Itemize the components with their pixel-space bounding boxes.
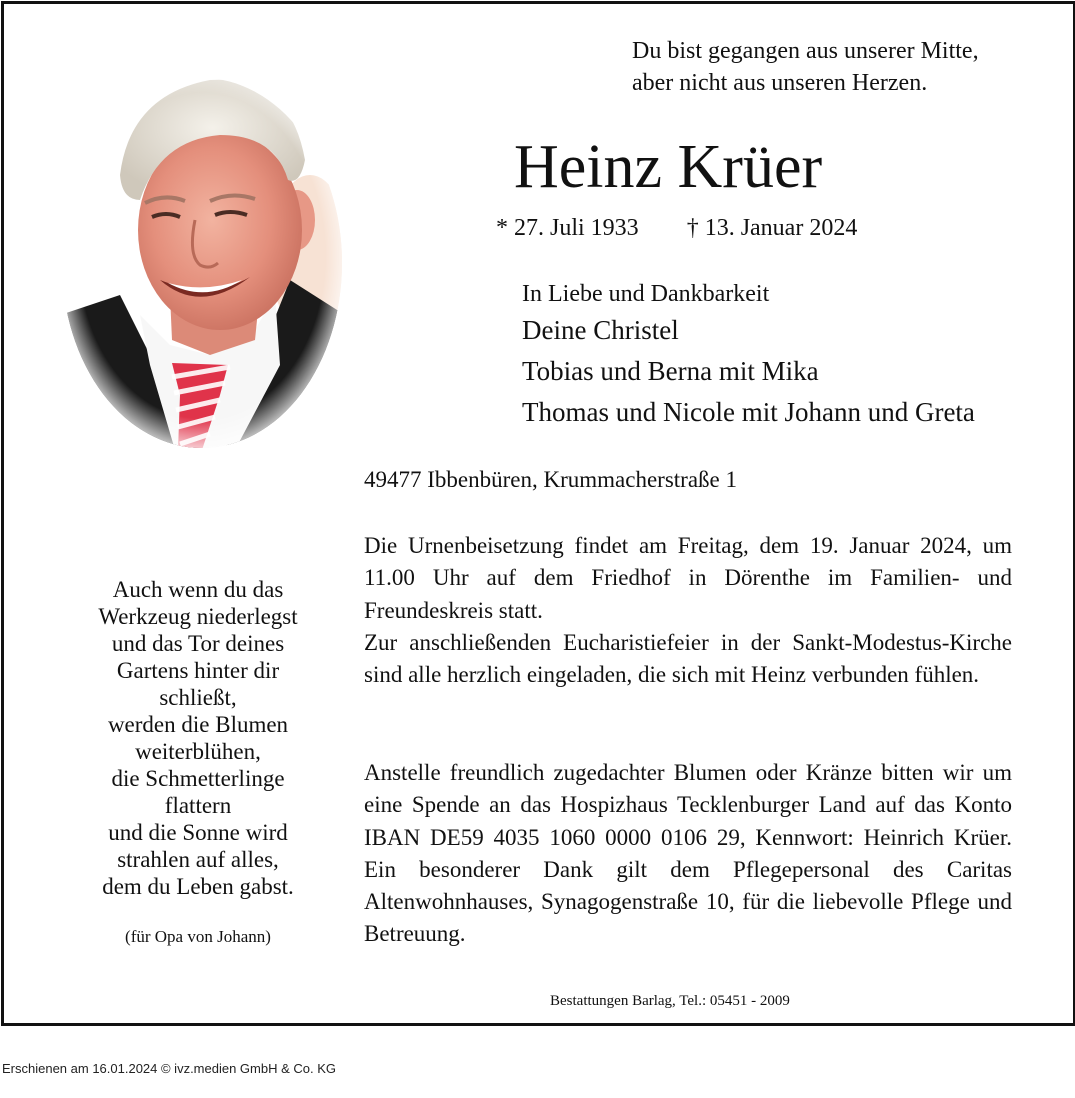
- mourners-intro: In Liebe und Dankbarkeit: [522, 281, 770, 307]
- motto-line: aber nicht aus unseren Herzen.: [632, 70, 928, 96]
- poem-line: flattern: [164, 793, 232, 818]
- poem-line: schließt,: [159, 685, 237, 710]
- burial-paragraph: Die Urnenbeisetzung findet am Freitag, dem 19. Januar 2024, um 11.00 Uhr auf dem Friedhof in Dörenthe im Familien- und Freundeskreis statt.: [364, 533, 1012, 623]
- mourners: [522, 278, 975, 433]
- poem: [68, 576, 328, 900]
- motto-line: Du bist gegangen aus unserer Mitte,: [632, 38, 979, 64]
- poem-line: Auch wenn du das: [112, 577, 284, 602]
- poem-line: die Schmetterlinge: [111, 766, 285, 791]
- donation-info: [364, 757, 1012, 951]
- poem-line: Werkzeug niederlegst: [98, 604, 298, 629]
- poem-line: und das Tor deines: [111, 631, 285, 656]
- poem-line: werden die Blumen: [107, 712, 289, 737]
- birth-date: * 27. Juli 1933: [496, 215, 639, 241]
- mourner-name: Tobias und Berna mit Mika: [522, 356, 819, 386]
- poem-line: und die Sonne wird: [108, 820, 288, 845]
- poem-line: Gartens hinter dir: [116, 658, 280, 683]
- funeral-info: [364, 530, 1012, 691]
- poem-line: strahlen auf alles,: [117, 847, 279, 872]
- portrait-photo: [60, 65, 345, 450]
- address: 49477 Ibbenbüren, Krummacherstraße 1: [364, 467, 737, 492]
- deceased-name: Heinz Krüer: [514, 133, 823, 201]
- poem-line: dem du Leben gabst.: [102, 874, 294, 899]
- death-date: † 13. Januar 2024: [686, 215, 858, 241]
- mass-paragraph: Zur anschließenden Eucharistiefeier in der Sankt-Modestus-Kirche sind alle herzlich eingeladen, die sich mit Heinz verbunden fühlen.: [364, 629, 1012, 688]
- life-dates: [496, 212, 857, 244]
- mourner-name: Thomas und Nicole mit Johann und Greta: [522, 397, 975, 427]
- poem-credit: (für Opa von Johann): [125, 927, 271, 946]
- mourner-name: Deine Christel: [522, 315, 679, 345]
- motto: [632, 35, 979, 99]
- publication-note: Erschienen am 16.01.2024 © ivz.medien GmbH & Co. KG: [2, 1061, 337, 1076]
- undertaker-contact: Bestattungen Barlag, Tel.: 05451 - 2009: [550, 993, 790, 1009]
- poem-line: weiterblühen,: [135, 739, 261, 764]
- donation-paragraph: Anstelle freundlich zugedachter Blumen oder Kränze bitten wir um eine Spende an das Hospizhaus Tecklenburger Land auf das Konto IBAN DE59 4035 1060 0000 0106 29, Kennwort: Heinrich Krüer. Ein besonderer Dank gilt dem Pflegepersonal des Caritas Altenwohnhauses, Synagogenstraße 10, für die liebevolle Pflege und Betreuung.: [364, 760, 1012, 947]
